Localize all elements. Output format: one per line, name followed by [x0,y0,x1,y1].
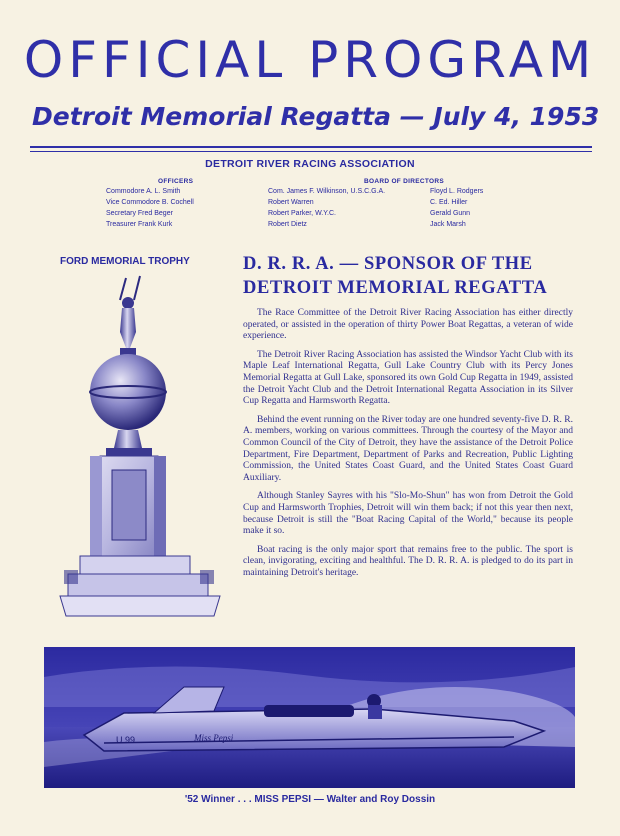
header-rule-thin [30,151,592,152]
bow-name: Miss Pepsi [194,733,234,743]
article-paragraph: The Race Committee of the Detroit River Racing Association has either directly operated, or assisted in the operation of thirty Power Boat Regattas, a veteran of wide experience. [243,308,573,342]
header-rule [30,146,592,148]
officers-heading: OFFICERS [158,178,194,185]
hull-number: U 99 [116,735,136,745]
director-name: Jack Marsh [430,221,466,228]
article-body [243,308,573,586]
officer-name: Commodore A. L. Smith [106,188,181,195]
trophy-caption: FORD MEMORIAL TROPHY [60,256,190,267]
page-title: OFFICIAL PROGRAM [23,31,597,89]
director-name: Com. James F. Wilkinson, U.S.C.G.A. [268,188,386,195]
board-heading: BOARD OF DIRECTORS [364,178,445,185]
director-name: Robert Dietz [268,221,307,228]
photo-caption: '52 Winner . . . MISS PEPSI — Walter and Roy Dossin [184,794,436,805]
board-list-right [430,186,483,230]
association-name: DETROIT RIVER RACING ASSOCIATION [205,158,415,170]
officer-name: Secretary Fred Beger [106,210,173,217]
director-name: Robert Warren [268,199,314,206]
officer-name: Treasurer Frank Kurk [106,221,173,228]
article-paragraph: Although Stanley Sayres with his "Slo-Mo-Shun" has won from Detroit the Gold Cup and Harmsworth Trophies, Detroit will win them back; if not this year then next, because Detroit is still the "Boat Racing Capital of the World," because its people make it so. [243,491,573,537]
director-name: Floyd L. Rodgers [430,188,484,195]
trophy-photo [50,270,240,642]
director-name: C. Ed. Hiller [430,199,468,206]
boat-photo [44,647,575,788]
officers-list [106,186,194,230]
board-list-left [268,186,385,230]
director-name: Robert Parker, W.Y.C. [268,210,336,217]
page-subtitle: Detroit Memorial Regatta — July 4, 1953 [32,102,600,131]
officer-name: Vice Commodore B. Cochell [106,199,194,206]
director-name: Gerald Gunn [430,210,471,217]
article-paragraph: Boat racing is the only major sport that remains free to the public. The sport is clean, invigorating, exciting and healthful. The D. R. R. A. is pledged to do its part in maintaining Detroit's heritage. [243,544,573,578]
article-paragraph: The Detroit River Racing Association has assisted the Windsor Yacht Club with its Maple Leaf International Regatta, Gull Lake Country Club with its Percy Jones Memorial Regatta at Gull Lake, sponsored its own Gold Cup Regatta in 1949, assisted the Detroit Yacht Club and the Detroit International Regatta Association in its Silver Cup Regatta and Harmsworth Regatta. [243,349,573,407]
article-paragraph: Behind the event running on the River today are one hundred seventy-five D. R. R. A. members, working on various committees. Through the courtesy of the Mayor and Common Council of the City of Detroit, they have the assistance of the Detroit Police Department, Fire Department, Department of Parks and Recreation, Public Lighting Commission, the United States Coast Guard, and the United States Coast Guard Auxiliary. [243,414,573,483]
article-headline: D. R. R. A. — SPONSOR OF THE DETROIT MEMORIAL REGATTA [243,254,548,298]
